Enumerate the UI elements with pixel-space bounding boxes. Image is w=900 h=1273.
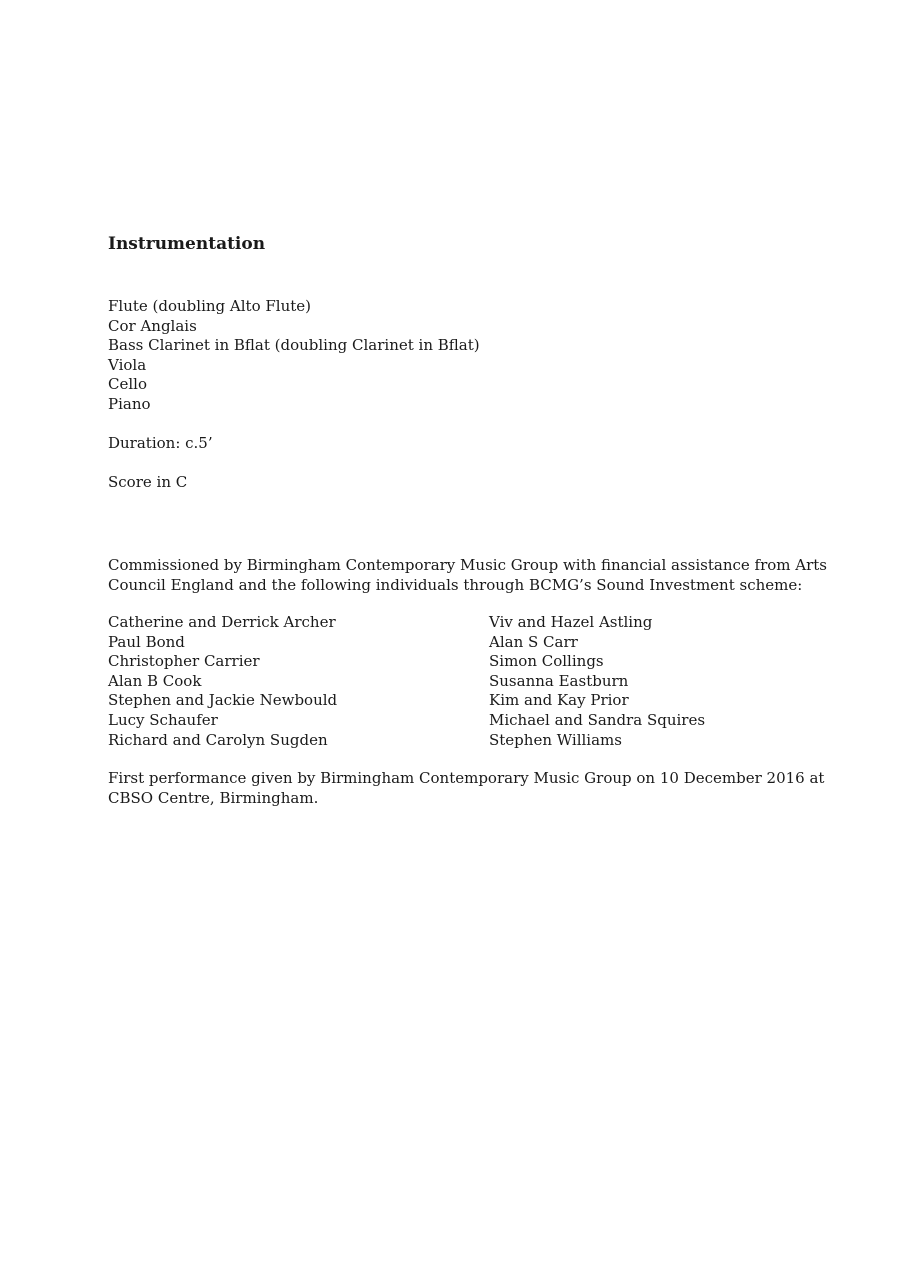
- donor-name: Kim and Kay Prior: [489, 691, 629, 710]
- donor-name: Simon Collings: [489, 652, 604, 671]
- instrument-item: Cello: [108, 375, 147, 394]
- commission-line: Council England and the following individuals through BCMG’s Sound Investment scheme:: [108, 575, 803, 594]
- donor-name: Christopher Carrier: [108, 652, 260, 671]
- commission-line: Commissioned by Birmingham Contemporary Music Group with financial assistance from Arts: [108, 556, 828, 574]
- donor-name: Richard and Carolyn Sugden: [108, 730, 328, 749]
- donor-name: Stephen and Jackie Newbould: [108, 691, 338, 710]
- performance-line: First performance given by Birmingham Contemporary Music Group on 10 December 2016 at: [108, 769, 825, 787]
- donor-name: Alan B Cook: [108, 671, 202, 690]
- score-text: Score in C: [108, 473, 188, 491]
- donor-name: Michael and Sandra Squires: [489, 710, 706, 729]
- duration-text: Duration: c.5’: [108, 434, 213, 452]
- donor-column-right: [489, 613, 705, 750]
- donor-name: Viv and Hazel Astling: [489, 613, 653, 631]
- instrument-item: Piano: [108, 394, 151, 413]
- donor-name: Stephen Williams: [489, 730, 622, 749]
- instrument-item: Cor Anglais: [108, 316, 197, 335]
- commission-paragraph: [108, 556, 828, 595]
- donor-name: Lucy Schaufer: [108, 710, 218, 729]
- instrument-item: Flute (doubling Alto Flute): [108, 297, 311, 315]
- donor-name: Alan S Carr: [489, 632, 578, 651]
- instrument-list: [108, 297, 480, 415]
- donor-name: Paul Bond: [108, 632, 185, 651]
- page-title: Instrumentation: [108, 234, 266, 254]
- performance-line: CBSO Centre, Birmingham.: [108, 788, 319, 807]
- donor-name: Catherine and Derrick Archer: [108, 613, 336, 631]
- performance-paragraph: [108, 769, 825, 808]
- instrument-item: Bass Clarinet in Bflat (doubling Clarinet in Bflat): [108, 336, 480, 355]
- donor-name: Susanna Eastburn: [489, 671, 629, 690]
- donor-column-left: [108, 613, 337, 750]
- instrument-item: Viola: [108, 355, 147, 374]
